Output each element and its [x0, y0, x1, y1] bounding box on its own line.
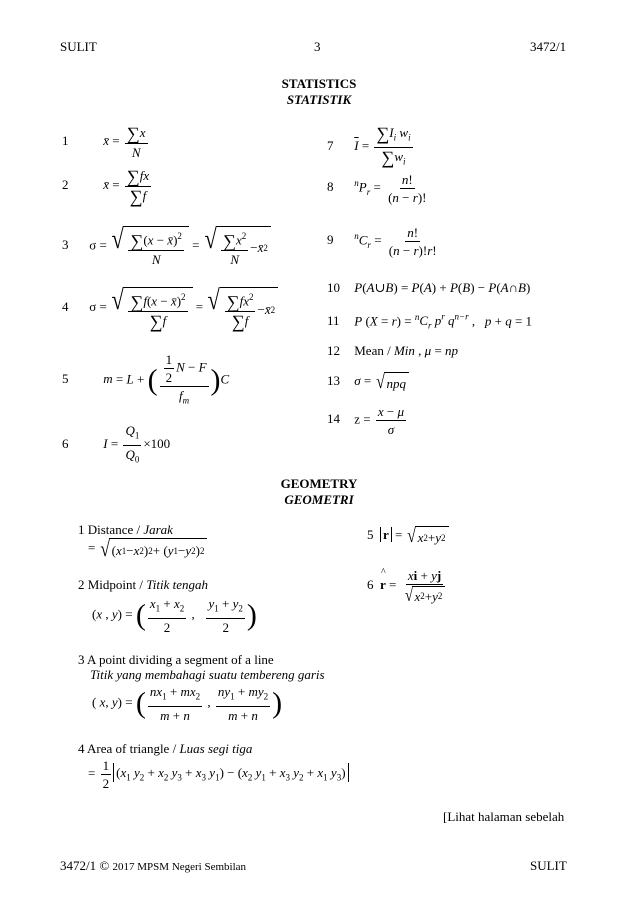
stat-formula-3: 3 σ = √ $\frac{\sum(x - x̄)^2}{N}$ = √ $\frac{\sum x^2}{N}$ − x̄ 2 — [62, 226, 271, 267]
stat-formula-12: 12 Mean / Min , μ = np — [327, 343, 459, 358]
unit-vector-formula: 6 r ^ = xi + yj √ x 2 + y 2 — [367, 568, 449, 604]
stat-formula-11: 11 P $(X = r) = ^nC_r$ $p^r$ $q^{n-r}$ , p + q = 1 — [327, 312, 533, 331]
footer-right: SULIT — [530, 858, 567, 873]
stat-formula-2: 2 x̄ = $\frac{\sum fx}{\sum f}$ — [62, 166, 150, 207]
stat-formula-8: 8 $^nP_r$ = $\frac{n!}{(n - r)!}$ — [327, 172, 427, 205]
continue-note: [Lihat halaman sebelah — [443, 809, 565, 824]
page-number: 3 — [314, 39, 321, 54]
stat-formula-6: 6 I = $\frac{Q_1}{Q_0}$ ×100 — [62, 423, 171, 465]
midpoint-formula: (x , y) = ( $\frac{x_1 + x_2}{2}$ , $\frac{y_1 + y_2}{2}$ ) — [92, 596, 257, 635]
statistics-title: STATISTICS — [281, 76, 357, 91]
header-right: 3472/1 — [530, 39, 567, 54]
stat-formula-4: 4 σ = √ $\frac{\sum f(x - x̄)^2}{\sum f}$ = √ $\frac{\sum fx^2}{\sum f}$ − x̄ 2 — [62, 287, 278, 329]
stat-formula-1: 1 x̄ = $\frac{\sum x}{N}$ — [62, 123, 146, 160]
geometry-subtitle: GEOMETRI — [284, 492, 354, 507]
stat-formula-7: 7 $\overline{I}$ = $\frac{\sum I_i w_i}{\sum w_i}$ — [327, 123, 411, 168]
stat-formula-10: 10 P(A∪B) = P(A) + P(B) − P(A∩B) — [327, 280, 531, 295]
geometry-item-1-label: 1 Distance / Jarak — [78, 522, 173, 537]
section-formula: ( x, y) = ( $\frac{nx_1 + mx_2}{m + n}$ , $\frac{ny_1 + my_2}{m + n}$ ) — [92, 684, 283, 723]
stat-formula-13: 13 σ = √ npq — [327, 372, 409, 392]
stat-formula-5: 5 m = L + ( $\frac{1}{2}$ N − F $f_m$ )C — [62, 352, 230, 406]
geometry-item-3-malay: Titik yang membahagi suatu tembereng garis — [90, 667, 325, 682]
stat-formula-14: 14 z = $\frac{x - \mu}{\sigma}$ — [327, 404, 405, 437]
geometry-item-4-label: 4 Area of triangle / Luas segi tiga — [78, 741, 253, 756]
statistics-subtitle: STATISTIK — [286, 92, 352, 107]
geometry-item-2-label: 2 Midpoint / Titik tengah — [78, 577, 209, 592]
distance-formula: = √ ( x 1 − x 2 ) 2 + ( y 1 − y 2 ) 2 — [88, 538, 207, 560]
footer-left: 3472/1 © 2017 MPSM Negeri Sembilan — [60, 858, 247, 873]
stat-formula-9: 9 $^nC_r$ = $\frac{n!}{(n - r)!r!}$ — [327, 225, 437, 258]
geometry-title: GEOMETRY — [280, 476, 358, 491]
vector-magnitude-formula: 5 r = √ x 2 + y 2 — [367, 526, 449, 546]
triangle-area-formula: = $\frac{1}{2}$ ($x_1$ $y_2 + x_2$ $y_3 + x_3$ $y_1) - (x_2$ $y_1 + x_3$ $y_2 + x_1$ $y_3$) — [88, 758, 349, 791]
geometry-item-3-label: 3 A point dividing a segment of a line — [78, 652, 274, 667]
header-left: SULIT — [60, 39, 97, 54]
